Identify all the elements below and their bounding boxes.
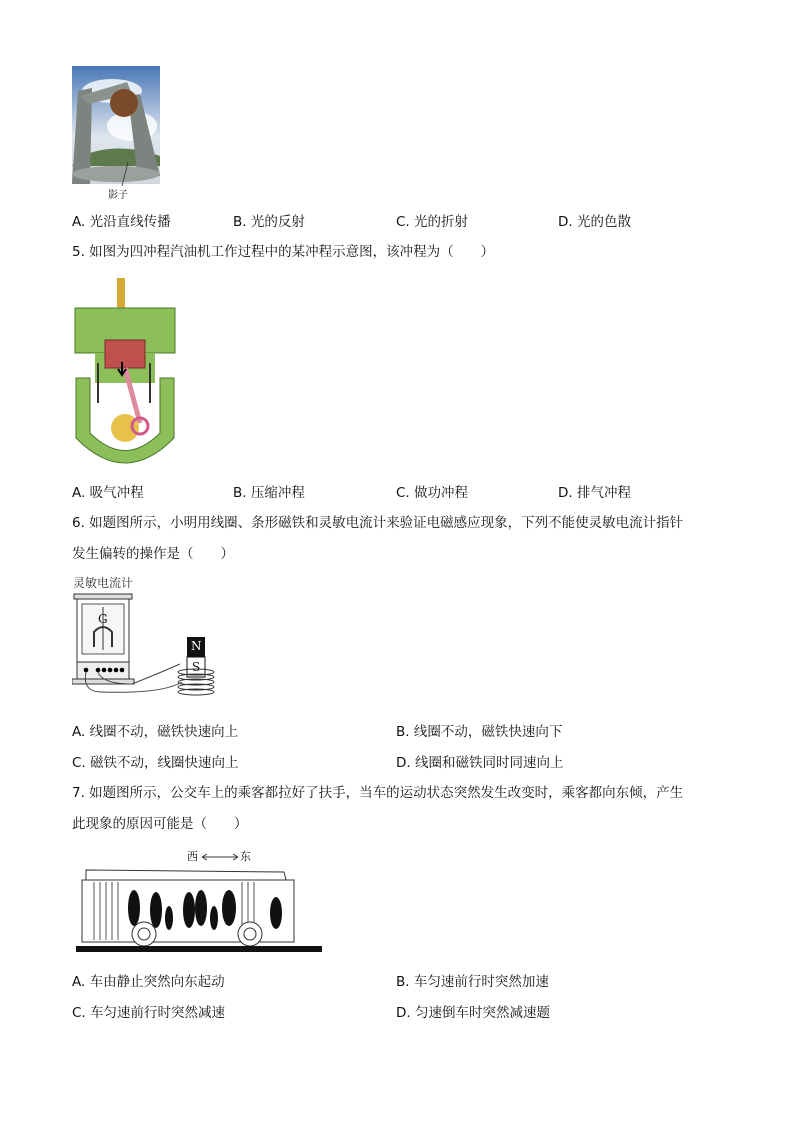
option-d: D. 排气冲程 — [558, 485, 631, 501]
option-b: B. 线圈不动，磁铁快速向下 — [396, 724, 563, 740]
figure-caption: 影子 — [108, 190, 128, 201]
option-b: B. 车匀速前行时突然加速 — [396, 974, 549, 990]
option-a: A. 吸气冲程 — [72, 485, 144, 501]
option-d: D. 匀速倒车时突然减速题 — [396, 1005, 550, 1021]
option-a: A. 光沿直线传播 — [72, 214, 171, 230]
question-7-stem-line2: 此现象的原因可能是（ ） — [72, 816, 248, 832]
caption-pointer-line — [108, 160, 138, 190]
option-c: C. 车匀速前行时突然减速 — [72, 1005, 226, 1021]
option-d: D. 线圈和磁铁同时同速向上 — [396, 755, 564, 771]
figure-title: 灵敏电流计 — [73, 576, 134, 590]
east-label: 东 — [240, 850, 251, 863]
option-b: B. 光的反射 — [233, 214, 305, 230]
direction-arrow-icon — [200, 850, 240, 864]
question-5-stem: 5. 如图为四冲程汽油机工作过程中的某冲程示意图，该冲程为（ ） — [72, 244, 495, 260]
question-6-stem-line1: 6. 如题图所示，小明用线圈、条形磁铁和灵敏电流计来验证电磁感应现象，下列不能使灵敏电流计指针 — [72, 515, 684, 531]
magnet-north-label: N — [191, 639, 202, 653]
option-d: D. 光的色散 — [558, 214, 631, 230]
option-c: C. 磁铁不动，线圈快速向上 — [72, 755, 239, 771]
question-7-stem-line1: 7. 如题图所示，公交车上的乘客都拉好了扶手，当车的运动状态突然发生改变时，乘客都向东倾，产生 — [72, 785, 684, 801]
question-6-stem-line2: 发生偏转的操作是（ ） — [72, 546, 234, 562]
magnet-south-label: S — [192, 660, 201, 674]
option-c: C. 光的折射 — [396, 214, 469, 230]
engine-diagram — [70, 278, 182, 472]
option-b: B. 压缩冲程 — [233, 485, 305, 501]
meter-label: G — [98, 612, 108, 626]
option-a: A. 车由静止突然向东起动 — [72, 974, 225, 990]
bus-diagram — [74, 868, 324, 954]
option-c: C. 做功冲程 — [396, 485, 469, 501]
west-label: 西 — [187, 850, 198, 863]
option-a: A. 线圈不动，磁铁快速向上 — [72, 724, 239, 740]
